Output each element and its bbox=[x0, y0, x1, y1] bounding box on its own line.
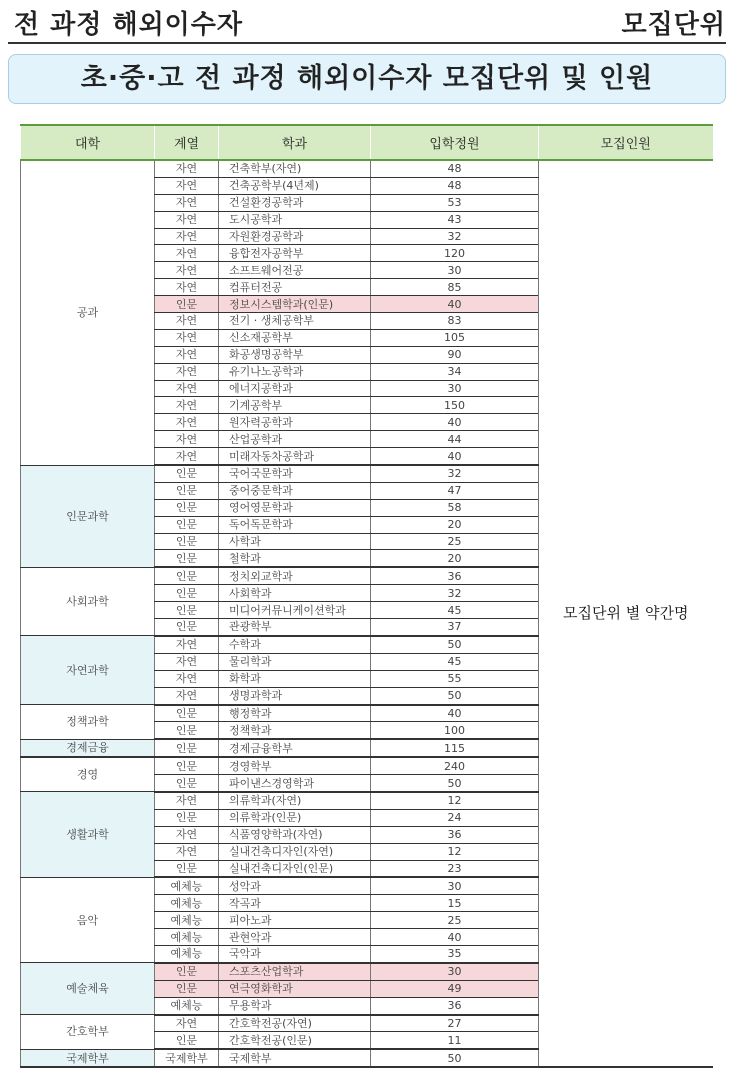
quota-cell: 40 bbox=[371, 705, 539, 722]
quota-cell: 25 bbox=[371, 912, 539, 929]
department-cell: 영어영문학과 bbox=[219, 499, 371, 516]
department-cell: 국어국문학과 bbox=[219, 465, 371, 482]
department-cell: 관현악과 bbox=[219, 929, 371, 946]
department-cell: 성악과 bbox=[219, 877, 371, 894]
quota-cell: 35 bbox=[371, 945, 539, 962]
department-cell: 중어중문학과 bbox=[219, 482, 371, 499]
department-cell: 정책학과 bbox=[219, 722, 371, 739]
department-cell: 유기나노공학과 bbox=[219, 363, 371, 380]
department-cell: 피아노과 bbox=[219, 912, 371, 929]
type-cell: 인문 bbox=[155, 980, 219, 997]
quota-cell: 105 bbox=[371, 329, 539, 346]
type-cell: 인문 bbox=[155, 705, 219, 722]
department-cell: 생명과학과 bbox=[219, 687, 371, 704]
recruit-note-cell: 모집단위 별 약간명 bbox=[539, 160, 713, 1067]
type-cell: 자연 bbox=[155, 313, 219, 330]
college-cell: 경제금융 bbox=[21, 739, 155, 757]
department-cell: 화학과 bbox=[219, 670, 371, 687]
college-cell: 간호학부 bbox=[21, 1015, 155, 1050]
college-cell: 자연과학 bbox=[21, 636, 155, 705]
quota-cell: 20 bbox=[371, 550, 539, 567]
quota-cell: 53 bbox=[371, 194, 539, 211]
quota-cell: 25 bbox=[371, 533, 539, 550]
column-header-recruit: 모집인원 bbox=[539, 125, 713, 160]
type-cell: 인문 bbox=[155, 757, 219, 774]
type-cell: 자연 bbox=[155, 414, 219, 431]
quota-cell: 90 bbox=[371, 346, 539, 363]
quota-cell: 32 bbox=[371, 465, 539, 482]
type-cell: 인문 bbox=[155, 809, 219, 826]
quota-cell: 36 bbox=[371, 826, 539, 843]
type-cell: 자연 bbox=[155, 245, 219, 262]
quota-cell: 85 bbox=[371, 279, 539, 296]
quota-cell: 12 bbox=[371, 792, 539, 809]
type-cell: 자연 bbox=[155, 177, 219, 194]
type-cell: 자연 bbox=[155, 211, 219, 228]
quota-cell: 40 bbox=[371, 929, 539, 946]
college-cell: 음악 bbox=[21, 877, 155, 962]
department-cell: 사회학과 bbox=[219, 585, 371, 602]
quota-cell: 43 bbox=[371, 211, 539, 228]
department-cell: 에너지공학과 bbox=[219, 380, 371, 397]
department-cell: 원자력공학과 bbox=[219, 414, 371, 431]
department-cell: 간호학전공(자연) bbox=[219, 1015, 371, 1032]
type-cell: 인문 bbox=[155, 963, 219, 980]
quota-cell: 49 bbox=[371, 980, 539, 997]
quota-cell: 44 bbox=[371, 431, 539, 448]
type-cell: 자연 bbox=[155, 346, 219, 363]
type-cell: 자연 bbox=[155, 431, 219, 448]
quota-cell: 48 bbox=[371, 160, 539, 177]
type-cell: 인문 bbox=[155, 739, 219, 757]
quota-cell: 36 bbox=[371, 997, 539, 1014]
quota-cell: 240 bbox=[371, 757, 539, 774]
quota-cell: 27 bbox=[371, 1015, 539, 1032]
quota-cell: 83 bbox=[371, 313, 539, 330]
type-cell: 자연 bbox=[155, 228, 219, 245]
department-cell: 건축학부(자연) bbox=[219, 160, 371, 177]
quota-cell: 115 bbox=[371, 739, 539, 757]
quota-cell: 11 bbox=[371, 1032, 539, 1049]
type-cell: 자연 bbox=[155, 843, 219, 860]
type-cell: 인문 bbox=[155, 499, 219, 516]
quota-cell: 30 bbox=[371, 963, 539, 980]
department-cell: 미래자동차공학과 bbox=[219, 448, 371, 465]
department-cell: 전기 · 생체공학부 bbox=[219, 313, 371, 330]
department-cell: 신소재공학부 bbox=[219, 329, 371, 346]
type-cell: 자연 bbox=[155, 826, 219, 843]
type-cell: 인문 bbox=[155, 482, 219, 499]
quota-cell: 30 bbox=[371, 380, 539, 397]
type-cell: 인문 bbox=[155, 296, 219, 313]
quota-cell: 36 bbox=[371, 567, 539, 584]
quota-cell: 37 bbox=[371, 619, 539, 636]
quota-cell: 100 bbox=[371, 722, 539, 739]
page-header bbox=[8, 2, 726, 44]
quota-cell: 40 bbox=[371, 296, 539, 313]
type-cell: 자연 bbox=[155, 279, 219, 296]
type-cell: 국제학부 bbox=[155, 1049, 219, 1067]
department-cell: 사학과 bbox=[219, 533, 371, 550]
page-title: 초·중·고 전 과정 해외이수자 모집단위 및 인원 bbox=[8, 54, 726, 104]
quota-cell: 30 bbox=[371, 877, 539, 894]
college-cell: 생활과학 bbox=[21, 792, 155, 877]
department-cell: 식품영양학과(자연) bbox=[219, 826, 371, 843]
department-cell: 경영학부 bbox=[219, 757, 371, 774]
type-cell: 자연 bbox=[155, 380, 219, 397]
type-cell: 인문 bbox=[155, 860, 219, 877]
department-cell: 정보시스템학과(인문) bbox=[219, 296, 371, 313]
type-cell: 예체능 bbox=[155, 945, 219, 962]
quota-cell: 30 bbox=[371, 262, 539, 279]
type-cell: 인문 bbox=[155, 1032, 219, 1049]
quota-cell: 23 bbox=[371, 860, 539, 877]
department-cell: 경제금융학부 bbox=[219, 739, 371, 757]
quota-cell: 50 bbox=[371, 636, 539, 653]
college-cell: 정책과학 bbox=[21, 705, 155, 740]
quota-cell: 34 bbox=[371, 363, 539, 380]
department-cell: 산업공학과 bbox=[219, 431, 371, 448]
department-cell: 철학과 bbox=[219, 550, 371, 567]
college-cell: 공과 bbox=[21, 160, 155, 465]
quota-cell: 120 bbox=[371, 245, 539, 262]
type-cell: 인문 bbox=[155, 516, 219, 533]
quota-cell: 45 bbox=[371, 653, 539, 670]
department-cell: 국악과 bbox=[219, 945, 371, 962]
department-cell: 스포츠산업학과 bbox=[219, 963, 371, 980]
department-cell: 의류학과(자연) bbox=[219, 792, 371, 809]
quota-cell: 32 bbox=[371, 228, 539, 245]
department-cell: 컴퓨터전공 bbox=[219, 279, 371, 296]
type-cell: 자연 bbox=[155, 329, 219, 346]
department-cell: 정치외교학과 bbox=[219, 567, 371, 584]
quota-cell: 50 bbox=[371, 1049, 539, 1067]
department-cell: 건설환경공학과 bbox=[219, 194, 371, 211]
quota-cell: 12 bbox=[371, 843, 539, 860]
type-cell: 인문 bbox=[155, 550, 219, 567]
column-header-college: 대학 bbox=[21, 125, 155, 160]
type-cell: 자연 bbox=[155, 653, 219, 670]
department-cell: 화공생명공학부 bbox=[219, 346, 371, 363]
quota-cell: 15 bbox=[371, 895, 539, 912]
type-cell: 자연 bbox=[155, 160, 219, 177]
column-header-quota: 입학정원 bbox=[371, 125, 539, 160]
type-cell: 인문 bbox=[155, 722, 219, 739]
quota-cell: 32 bbox=[371, 585, 539, 602]
column-header-type: 계열 bbox=[155, 125, 219, 160]
college-cell: 사회과학 bbox=[21, 567, 155, 636]
type-cell: 자연 bbox=[155, 363, 219, 380]
type-cell: 예체능 bbox=[155, 877, 219, 894]
department-cell: 소프트웨어전공 bbox=[219, 262, 371, 279]
header-section: 모집단위 bbox=[621, 10, 726, 40]
type-cell: 자연 bbox=[155, 194, 219, 211]
department-cell: 작곡과 bbox=[219, 895, 371, 912]
recruitment-table bbox=[20, 124, 713, 1068]
college-cell: 국제학부 bbox=[21, 1049, 155, 1067]
quota-cell: 50 bbox=[371, 687, 539, 704]
college-cell: 인문과학 bbox=[21, 465, 155, 567]
department-cell: 실내건축디자인(인문) bbox=[219, 860, 371, 877]
college-cell: 경영 bbox=[21, 757, 155, 792]
type-cell: 예체능 bbox=[155, 895, 219, 912]
type-cell: 인문 bbox=[155, 465, 219, 482]
department-cell: 간호학전공(인문) bbox=[219, 1032, 371, 1049]
type-cell: 인문 bbox=[155, 533, 219, 550]
type-cell: 인문 bbox=[155, 602, 219, 619]
type-cell: 인문 bbox=[155, 619, 219, 636]
quota-cell: 55 bbox=[371, 670, 539, 687]
department-cell: 수학과 bbox=[219, 636, 371, 653]
type-cell: 예체능 bbox=[155, 997, 219, 1014]
department-cell: 건축공학부(4년제) bbox=[219, 177, 371, 194]
type-cell: 자연 bbox=[155, 262, 219, 279]
quota-cell: 48 bbox=[371, 177, 539, 194]
department-cell: 융합전자공학부 bbox=[219, 245, 371, 262]
department-cell: 국제학부 bbox=[219, 1049, 371, 1067]
quota-cell: 20 bbox=[371, 516, 539, 533]
department-cell: 미디어커뮤니케이션학과 bbox=[219, 602, 371, 619]
department-cell: 기계공학부 bbox=[219, 397, 371, 414]
department-cell: 의류학과(인문) bbox=[219, 809, 371, 826]
department-cell: 무용학과 bbox=[219, 997, 371, 1014]
table-header-row bbox=[21, 125, 713, 160]
department-cell: 독어독문학과 bbox=[219, 516, 371, 533]
department-cell: 파이낸스경영학과 bbox=[219, 775, 371, 792]
college-cell: 예술체육 bbox=[21, 963, 155, 1015]
type-cell: 인문 bbox=[155, 567, 219, 584]
department-cell: 물리학과 bbox=[219, 653, 371, 670]
type-cell: 인문 bbox=[155, 775, 219, 792]
quota-cell: 50 bbox=[371, 775, 539, 792]
quota-cell: 58 bbox=[371, 499, 539, 516]
quota-cell: 47 bbox=[371, 482, 539, 499]
table-body bbox=[21, 160, 713, 1067]
table-row bbox=[21, 160, 713, 177]
quota-cell: 45 bbox=[371, 602, 539, 619]
type-cell: 자연 bbox=[155, 792, 219, 809]
type-cell: 자연 bbox=[155, 636, 219, 653]
department-cell: 실내건축디자인(자연) bbox=[219, 843, 371, 860]
quota-cell: 40 bbox=[371, 448, 539, 465]
department-cell: 도시공학과 bbox=[219, 211, 371, 228]
quota-cell: 24 bbox=[371, 809, 539, 826]
type-cell: 자연 bbox=[155, 397, 219, 414]
department-cell: 자원환경공학과 bbox=[219, 228, 371, 245]
type-cell: 예체능 bbox=[155, 912, 219, 929]
type-cell: 자연 bbox=[155, 687, 219, 704]
type-cell: 인문 bbox=[155, 585, 219, 602]
type-cell: 자연 bbox=[155, 1015, 219, 1032]
type-cell: 자연 bbox=[155, 448, 219, 465]
department-cell: 연극영화학과 bbox=[219, 980, 371, 997]
department-cell: 관광학부 bbox=[219, 619, 371, 636]
column-header-department: 학과 bbox=[219, 125, 371, 160]
department-cell: 행정학과 bbox=[219, 705, 371, 722]
quota-cell: 150 bbox=[371, 397, 539, 414]
type-cell: 예체능 bbox=[155, 929, 219, 946]
type-cell: 자연 bbox=[155, 670, 219, 687]
quota-cell: 40 bbox=[371, 414, 539, 431]
header-title: 전 과정 해외이수자 bbox=[14, 10, 244, 40]
